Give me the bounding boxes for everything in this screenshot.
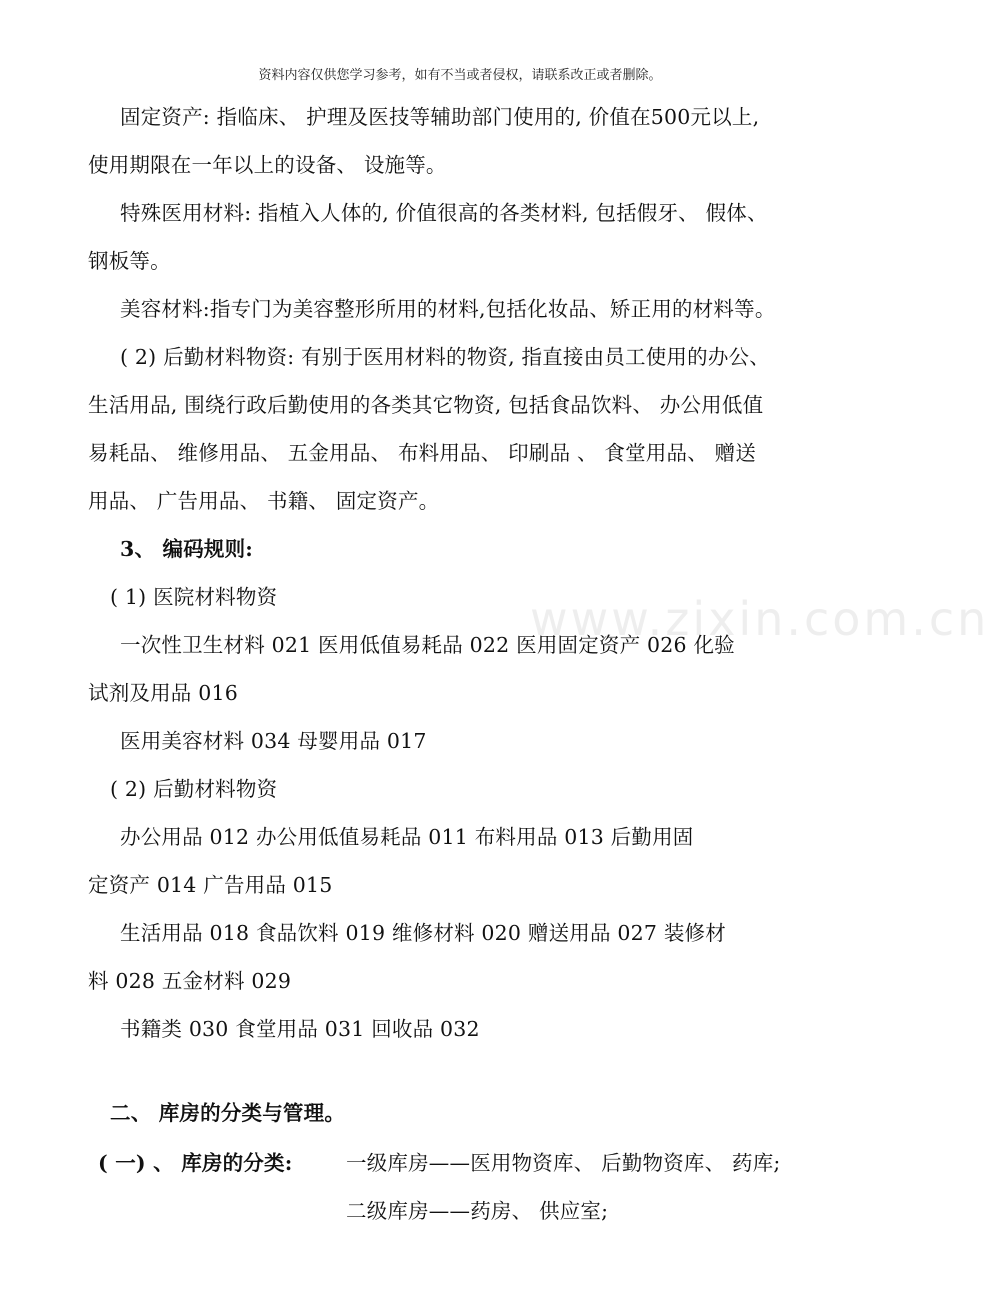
paragraph-line: 书籍类 030 食堂用品 031 回收品 032: [120, 1017, 480, 1041]
paragraph-line: 特殊医用材料: 指植入人体的, 价值很高的各类材料, 包括假牙、 假体、: [120, 201, 768, 225]
paragraph-line: 一次性卫生材料 021 医用低值易耗品 022 医用固定资产 026 化验: [120, 633, 735, 657]
paragraph-line: 定资产 014 广告用品 015: [88, 873, 333, 897]
paragraph-line: 料 028 五金材料 029: [88, 969, 292, 993]
paragraph-line: 试剂及用品 016: [88, 681, 238, 705]
subsection-heading-storage-types: ( 一) 、 库房的分类:: [98, 1151, 293, 1175]
paragraph-line: ( 2) 后勤材料物资: 有别于医用材料的物资, 指直接由员工使用的办公、: [120, 345, 770, 369]
subsection-heading: ( 1) 医院材料物资: [110, 585, 278, 609]
paragraph-line: 易耗品、 维修用品、 五金用品、 布料用品、 印刷品 、 食堂用品、 赠送: [88, 441, 757, 465]
header-note: 资料内容仅供您学习参考，如有不当或者侵权，请联系改正或者删除。: [258, 68, 662, 83]
paragraph-line: 二级库房——药房、 供应室;: [346, 1199, 609, 1223]
watermark: www.zixin.com.cn: [530, 592, 989, 646]
section-heading-coding-rules: 3、 编码规则:: [120, 537, 254, 561]
paragraph-line: 使用期限在一年以上的设备、 设施等。: [88, 153, 447, 177]
paragraph-line: 医用美容材料 034 母婴用品 017: [120, 729, 427, 753]
subsection-heading: ( 2) 后勤材料物资: [110, 777, 278, 801]
paragraph-line: 一级库房——医用物资库、 后勤物资库、 药库;: [346, 1151, 781, 1175]
paragraph-line: 用品、 广告用品、 书籍、 固定资产。: [88, 489, 440, 513]
paragraph-line: 钢板等。: [88, 249, 171, 273]
paragraph-line: 生活用品, 围绕行政后勤使用的各类其它物资, 包括食品饮料、 办公用低值: [88, 393, 764, 417]
paragraph-line: 办公用品 012 办公用低值易耗品 011 布料用品 013 后勤用固: [120, 825, 694, 849]
paragraph-line: 美容材料:指专门为美容整形所用的材料,包括化妆品、矫正用的材料等。: [120, 297, 776, 321]
section-heading-storage: 二、 库房的分类与管理。: [110, 1101, 346, 1125]
paragraph-line: 固定资产: 指临床、 护理及医技等辅助部门使用的, 价值在500元以上,: [120, 105, 760, 129]
paragraph-line: 生活用品 018 食品饮料 019 维修材料 020 赠送用品 027 装修材: [120, 921, 726, 945]
